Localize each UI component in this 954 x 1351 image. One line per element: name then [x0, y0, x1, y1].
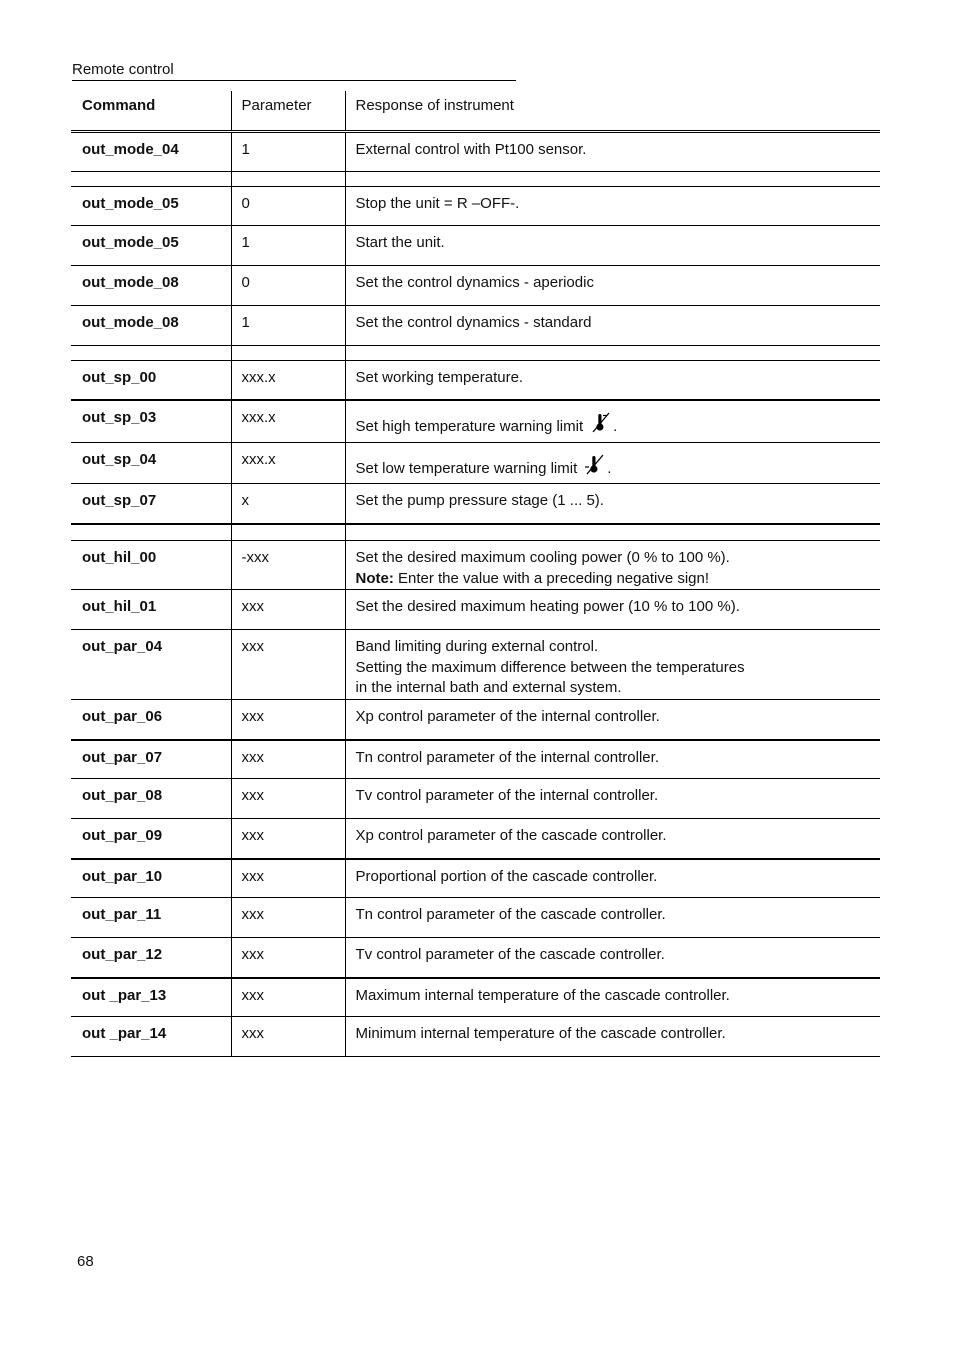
response-text: Set high temperature warning limit [355, 418, 584, 435]
command-cell: out_hil_00 [71, 541, 231, 590]
table-row [71, 1017, 880, 1057]
command-cell: out _par_13 [71, 978, 231, 1017]
parameter-cell: xxx [231, 819, 345, 859]
response-cell: Maximum internal temperature of the cascade controller. [345, 978, 880, 1017]
parameter-cell: xxx [231, 938, 345, 978]
parameter-cell: xxx.x [231, 360, 345, 400]
command-cell: out_par_07 [71, 740, 231, 779]
column-header-parameter: Parameter [231, 91, 345, 131]
response-cell: Tn control parameter of the cascade controller. [345, 898, 880, 938]
table-row [71, 541, 880, 590]
column-header-response: Response of instrument [345, 91, 880, 131]
table-row [71, 819, 880, 859]
response-cell: Set the control dynamics - aperiodic [345, 265, 880, 305]
table-row [71, 442, 880, 484]
table-row [71, 400, 880, 442]
column-header-command: Command [71, 91, 231, 131]
high-temp-warning-icon [589, 411, 613, 442]
command-cell: out_hil_01 [71, 590, 231, 630]
response-cell [345, 630, 880, 700]
response-line: Setting the maximum difference between the temperatures [355, 658, 745, 676]
response-cell: Xp control parameter of the cascade controller. [345, 819, 880, 859]
table-row [71, 265, 880, 305]
parameter-cell: xxx.x [231, 400, 345, 442]
response-cell: Xp control parameter of the internal controller. [345, 700, 880, 740]
parameter-cell: xxx [231, 740, 345, 779]
table-row [71, 484, 880, 524]
response-text: Set low temperature warning limit [355, 459, 578, 477]
response-cell: Tn control parameter of the internal controller. [345, 740, 880, 779]
table-row [71, 131, 880, 171]
response-text: Set the desired maximum cooling power (0 % to 100 %). [355, 549, 730, 566]
response-cell: Set the control dynamics - standard [345, 305, 880, 345]
command-cell: out_sp_07 [71, 484, 231, 524]
response-line: in the internal bath and external system. [355, 679, 622, 696]
response-cell [345, 541, 880, 590]
table-row [71, 779, 880, 819]
command-cell: out_sp_00 [71, 360, 231, 400]
parameter-cell: 0 [231, 265, 345, 305]
table-row [71, 305, 880, 345]
response-cell: Start the unit. [345, 225, 880, 265]
table-row [71, 700, 880, 740]
response-cell: External control with Pt100 sensor. [345, 131, 880, 171]
response-cell: Stop the unit = R –OFF-. [345, 186, 880, 225]
response-cell: Minimum internal temperature of the cascade controller. [345, 1017, 880, 1057]
parameter-cell: -xxx [231, 541, 345, 590]
spacer-row [71, 171, 880, 186]
low-temp-warning-icon [583, 453, 607, 484]
response-suffix: . [607, 459, 612, 477]
note-label: Note: [355, 569, 394, 587]
command-table [71, 91, 880, 1057]
parameter-cell: 1 [231, 225, 345, 265]
parameter-cell: x [231, 484, 345, 524]
table-row [71, 978, 880, 1017]
response-cell: Tv control parameter of the cascade controller. [345, 938, 880, 978]
command-cell: out_par_12 [71, 938, 231, 978]
header-rule [72, 80, 516, 81]
response-cell: Proportional portion of the cascade controller. [345, 859, 880, 898]
spacer-row [71, 524, 880, 541]
command-cell: out_mode_08 [71, 305, 231, 345]
section-header: Remote control [72, 61, 174, 78]
parameter-cell: xxx [231, 978, 345, 1017]
table-row [71, 630, 880, 700]
table-row [71, 360, 880, 400]
response-cell: Set the desired maximum heating power (10 % to 100 %). [345, 590, 880, 630]
command-cell: out_par_11 [71, 898, 231, 938]
page-number: 68 [77, 1253, 94, 1270]
parameter-cell: xxx [231, 859, 345, 898]
command-cell: out_mode_05 [71, 186, 231, 225]
parameter-cell: 1 [231, 305, 345, 345]
command-cell: out_par_10 [71, 859, 231, 898]
parameter-cell: 0 [231, 186, 345, 225]
response-cell: Tv control parameter of the internal controller. [345, 779, 880, 819]
parameter-cell: xxx [231, 898, 345, 938]
note-text: Enter the value with a preceding negative sign! [398, 569, 710, 587]
response-cell: Set working temperature. [345, 360, 880, 400]
table-row [71, 186, 880, 225]
parameter-cell: xxx [231, 700, 345, 740]
response-line: Band limiting during external control. [355, 638, 599, 655]
spacer-row [71, 345, 880, 360]
response-cell: Set the pump pressure stage (1 ... 5). [345, 484, 880, 524]
table-row [71, 898, 880, 938]
command-cell: out_mode_08 [71, 265, 231, 305]
command-cell: out_mode_05 [71, 225, 231, 265]
command-cell: out_par_09 [71, 819, 231, 859]
response-cell [345, 442, 880, 484]
command-cell: out_mode_04 [71, 131, 231, 171]
command-cell: out_sp_04 [71, 442, 231, 484]
command-cell: out _par_14 [71, 1017, 231, 1057]
table-row [71, 590, 880, 630]
parameter-cell: xxx [231, 1017, 345, 1057]
command-cell: out_par_06 [71, 700, 231, 740]
table-row [71, 225, 880, 265]
response-suffix: . [613, 418, 618, 435]
parameter-cell: 1 [231, 131, 345, 171]
command-cell: out_sp_03 [71, 400, 231, 442]
table-header-row [71, 91, 880, 131]
parameter-cell: xxx.x [231, 442, 345, 484]
table-row [71, 740, 880, 779]
table-row [71, 938, 880, 978]
parameter-cell: xxx [231, 590, 345, 630]
response-note [356, 569, 871, 590]
command-cell: out_par_08 [71, 779, 231, 819]
table-row [71, 859, 880, 898]
parameter-cell: xxx [231, 630, 345, 700]
response-cell [345, 400, 880, 442]
command-cell: out_par_04 [71, 630, 231, 700]
parameter-cell: xxx [231, 779, 345, 819]
